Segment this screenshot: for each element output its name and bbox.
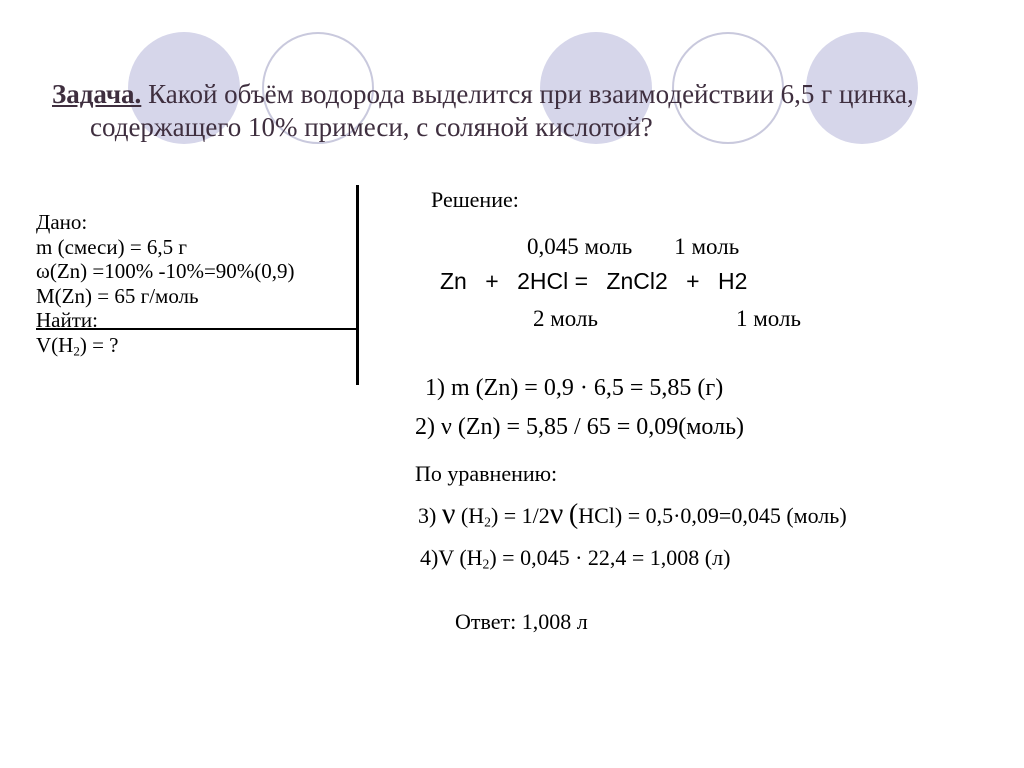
step-3-nu-1: ν bbox=[441, 497, 456, 530]
given-block bbox=[36, 210, 295, 357]
step-4 bbox=[420, 545, 730, 571]
given-heading: Дано: bbox=[36, 210, 88, 234]
step-3-nu-2: ν bbox=[549, 497, 564, 530]
eq-hcl: 2HCl = bbox=[517, 268, 589, 294]
given-mass-mixture: m (смеси) = 6,5 г bbox=[36, 234, 188, 259]
coef-below-zn: 2 моль bbox=[533, 306, 598, 331]
solution-heading: Решение: bbox=[431, 187, 519, 212]
find-heading: Найти: bbox=[36, 308, 98, 332]
coef-below-h2: 1 моль bbox=[735, 306, 801, 331]
given-molar-mass: M(Zn) = 65 г/моль bbox=[36, 283, 199, 308]
by-equation-label: По уравнению: bbox=[415, 461, 558, 486]
step-3-num: 3) bbox=[418, 503, 437, 528]
eq-plus-2: + bbox=[686, 268, 700, 294]
coefficients-below-equation bbox=[533, 306, 801, 332]
problem-text-line2: содержащего 10% примеси, с соляной кислотой? bbox=[90, 112, 653, 142]
step-4-sub: 2 bbox=[482, 556, 490, 572]
reaction-equation bbox=[440, 268, 759, 295]
find-volume-sub: 2 bbox=[73, 342, 80, 358]
eq-zn: Zn bbox=[440, 268, 467, 294]
problem-label: Задача. bbox=[52, 79, 142, 109]
moles-above-equation bbox=[527, 234, 739, 260]
moles-above-h2: 1 моль bbox=[674, 234, 740, 259]
find-volume-prefix: V(H bbox=[36, 332, 74, 357]
step-3-sub: 2 bbox=[484, 514, 491, 530]
step-3-part-2: ) = 1/2 bbox=[490, 503, 550, 528]
given-vertical-divider bbox=[356, 185, 359, 385]
step-4-part-2: ) = 0,045 · 22,4 = 1,008 (л) bbox=[489, 545, 731, 570]
find-volume-suffix: ) = ? bbox=[79, 332, 119, 357]
moles-above-zn: 0,045 моль bbox=[527, 234, 633, 259]
answer: Ответ: 1,008 л bbox=[455, 609, 588, 634]
problem-text-line1: Какой объём водорода выделится при взаимодействии 6,5 г цинка, bbox=[141, 79, 914, 109]
step-3-part-3: HCl) = 0,5·0,09=0,045 (моль) bbox=[578, 503, 847, 528]
eq-zncl2: ZnCl2 bbox=[606, 268, 668, 294]
given-omega: ω(Zn) =100% -10%=90%(0,9) bbox=[36, 259, 295, 283]
eq-h2: H2 bbox=[717, 268, 748, 294]
step-3-part-1: (H bbox=[455, 503, 485, 528]
eq-plus-1: + bbox=[485, 268, 499, 294]
step-3 bbox=[418, 497, 847, 531]
problem-title bbox=[52, 78, 992, 144]
step-3-paren: ( bbox=[568, 499, 579, 530]
step-1: 1) m (Zn) = 0,9 · 6,5 = 5,85 (г) bbox=[425, 375, 724, 401]
step-4-part-1: 4)V (H bbox=[420, 545, 483, 570]
find-volume bbox=[36, 333, 295, 358]
step-2: 2) ν (Zn) = 5,85 / 65 = 0,09(моль) bbox=[415, 414, 745, 440]
